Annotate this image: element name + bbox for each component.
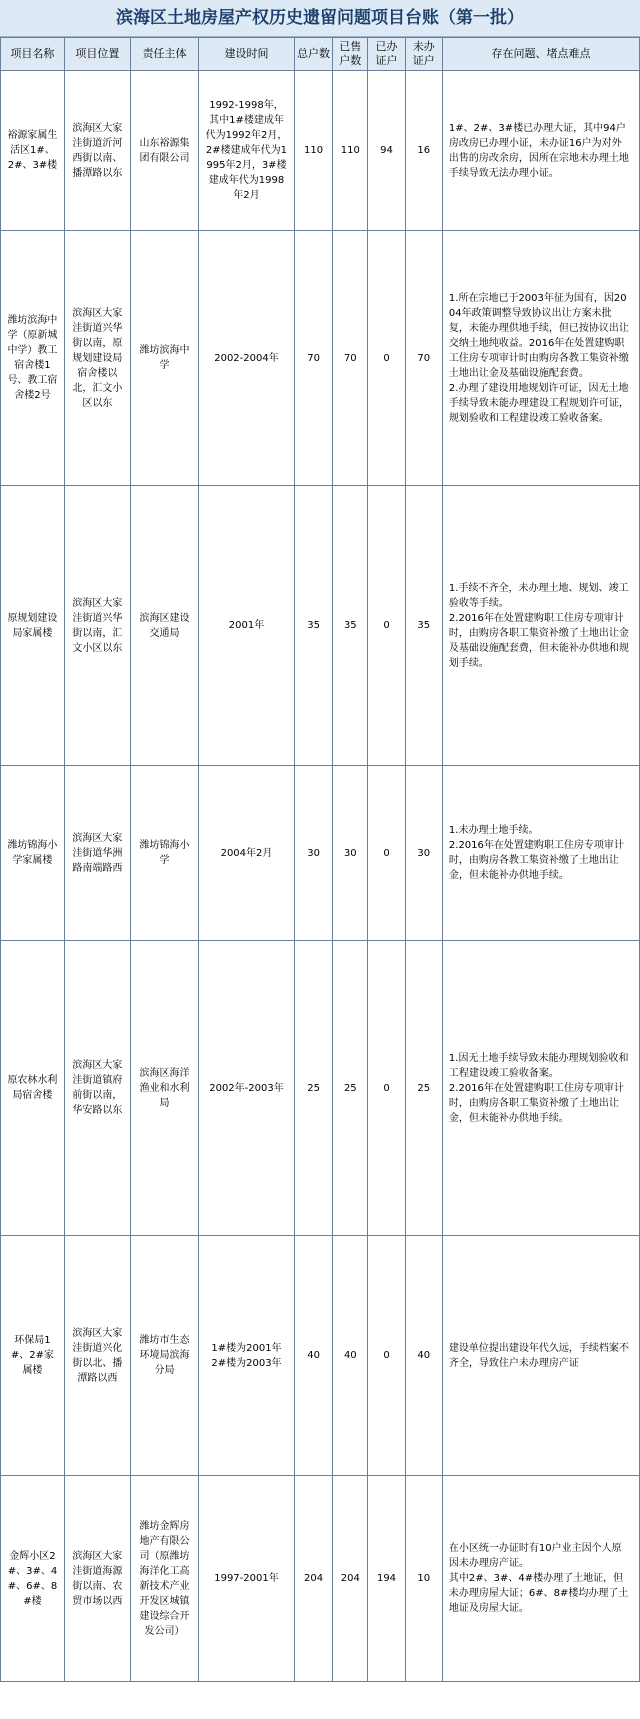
cell-location: 滨海区大家洼街道沂河西街以南、播潭路以东 (64, 71, 130, 231)
cell-issues: 1.手续不齐全，未办理土地、规划、竣工验收等手续。 2.2016年在处置建购职工住房专项审计时，由购房各职工集资补缴了土地出让金及基础设施配套费，但未能补办供地和规划手续。 (442, 486, 639, 766)
cell-name: 裕源家属生活区1#、2#、3#楼 (1, 71, 65, 231)
table-row (1, 941, 640, 1236)
cell-certified: 194 (368, 1476, 405, 1682)
cell-uncertified: 10 (405, 1476, 442, 1682)
cell-sold: 110 (333, 71, 368, 231)
cell-certified: 0 (368, 1236, 405, 1476)
table-row (1, 231, 640, 486)
cell-name: 原农林水利局宿舍楼 (1, 941, 65, 1236)
cell-total: 30 (294, 766, 332, 941)
cell-location: 滨海区大家洼街道镇府前街以南，华安路以东 (64, 941, 130, 1236)
header-certified: 已办证户 (368, 38, 405, 71)
cell-sold: 70 (333, 231, 368, 486)
cell-location: 滨海区大家洼街道兴华街以南，汇文小区以东 (64, 486, 130, 766)
cell-location: 滨海区大家洼街道华洲路南端路西 (64, 766, 130, 941)
cell-uncertified: 40 (405, 1236, 442, 1476)
table-row (1, 71, 640, 231)
cell-issues: 在小区统一办证时有10户业主因个人原因未办理房产证。 其中2#、3#、4#楼办理了土地证，但未办理房屋大证；6#、8#楼均办理了土地证及房屋大证。 (442, 1476, 639, 1682)
cell-certified: 0 (368, 486, 405, 766)
cell-period: 2002-2004年 (199, 231, 295, 486)
cell-period: 2004年2月 (199, 766, 295, 941)
cell-certified: 94 (368, 71, 405, 231)
cell-total: 25 (294, 941, 332, 1236)
cell-total: 70 (294, 231, 332, 486)
cell-certified: 0 (368, 231, 405, 486)
cell-total: 204 (294, 1476, 332, 1682)
page-title: 滨海区土地房屋产权历史遗留问题项目台账（第一批） (0, 0, 640, 37)
cell-period: 2002年-2003年 (199, 941, 295, 1236)
cell-certified: 0 (368, 766, 405, 941)
cell-owner: 潍坊锦海小学 (130, 766, 198, 941)
cell-issues: 1.所在宗地已于2003年征为国有，因2004年政策调整导致协议出让方案未批复，未能办理供地手续，但已按协议出让交纳土地纯收益。2016年在处置建购职工住房专项审计时由购房各教工集资补缴土地出让金及基础设施配套费。 2.办理了建设用地规划许可证，因无土地手续导致未能办理建设工程规划许可证，规划验收和工程建设竣工验收备案。 (442, 231, 639, 486)
cell-uncertified: 70 (405, 231, 442, 486)
cell-certified: 0 (368, 941, 405, 1236)
cell-owner: 潍坊市生态环境局滨海分局 (130, 1236, 198, 1476)
cell-uncertified: 16 (405, 71, 442, 231)
cell-period: 1997-2001年 (199, 1476, 295, 1682)
cell-total: 40 (294, 1236, 332, 1476)
table-row (1, 1476, 640, 1682)
cell-period: 2001年 (199, 486, 295, 766)
cell-sold: 35 (333, 486, 368, 766)
cell-name: 原规划建设局家属楼 (1, 486, 65, 766)
header-issues: 存在问题、堵点难点 (442, 38, 639, 71)
cell-sold: 25 (333, 941, 368, 1236)
cell-name: 环保局1#、2#家属楼 (1, 1236, 65, 1476)
cell-uncertified: 30 (405, 766, 442, 941)
cell-name: 潍坊滨海中学（原新城中学）教工宿舍楼1号、教工宿舍楼2号 (1, 231, 65, 486)
cell-name: 金辉小区2#、3#、4#、6#、8#楼 (1, 1476, 65, 1682)
cell-name: 潍坊锦海小学家属楼 (1, 766, 65, 941)
cell-issues: 1.未办理土地手续。 2.2016年在处置建购职工住房专项审计时，由购房各教工集资补缴了土地出让金，但未能补办供地手续。 (442, 766, 639, 941)
cell-owner: 滨海区建设交通局 (130, 486, 198, 766)
header-row (1, 38, 640, 71)
cell-owner: 潍坊金辉房地产有限公司（原潍坊海洋化工高新技术产业开发区城镇建设综合开发公司） (130, 1476, 198, 1682)
cell-location: 滨海区大家洼街道兴华街以南，原规划建设局宿舍楼以北，汇文小区以东 (64, 231, 130, 486)
cell-owner: 潍坊滨海中学 (130, 231, 198, 486)
cell-owner: 滨海区海洋渔业和水利局 (130, 941, 198, 1236)
header-sold: 已售户数 (333, 38, 368, 71)
header-period: 建设时间 (199, 38, 295, 71)
cell-sold: 40 (333, 1236, 368, 1476)
table-row (1, 766, 640, 941)
cell-location: 滨海区大家洼街道兴化街以北、播潭路以西 (64, 1236, 130, 1476)
cell-sold: 30 (333, 766, 368, 941)
cell-issues: 1#、2#、3#楼已办理大证，其中94户房改房已办理小证，未办证16户为对外出售的房改余房，因所在宗地未办理土地手续导致无法办理小证。 (442, 71, 639, 231)
cell-period: 1#楼为2001年 2#楼为2003年 (199, 1236, 295, 1476)
header-owner: 责任主体 (130, 38, 198, 71)
table-row (1, 486, 640, 766)
cell-issues: 1.因无土地手续导致未能办理规划验收和工程建设竣工验收备案。 2.2016年在处置建购职工住房专项审计时，由购房各职工集资补缴了土地出让金，但未能补办供地手续。 (442, 941, 639, 1236)
cell-location: 滨海区大家洼街道海源街以南、农贸市场以西 (64, 1476, 130, 1682)
cell-owner: 山东裕源集团有限公司 (130, 71, 198, 231)
header-location: 项目位置 (64, 38, 130, 71)
table-row (1, 1236, 640, 1476)
cell-total: 110 (294, 71, 332, 231)
cell-issues: 建设单位提出建设年代久远，手续档案不齐全，导致住户未办理房产证 (442, 1236, 639, 1476)
ledger-table (0, 37, 640, 1682)
cell-total: 35 (294, 486, 332, 766)
header-name: 项目名称 (1, 38, 65, 71)
cell-uncertified: 25 (405, 941, 442, 1236)
header-total: 总户数 (294, 38, 332, 71)
cell-period: 1992-1998年，其中1#楼建成年代为1992年2月，2#楼建成年代为1995年2月，3#楼建成年代为1998年2月 (199, 71, 295, 231)
header-uncertified: 未办证户 (405, 38, 442, 71)
cell-sold: 204 (333, 1476, 368, 1682)
cell-uncertified: 35 (405, 486, 442, 766)
